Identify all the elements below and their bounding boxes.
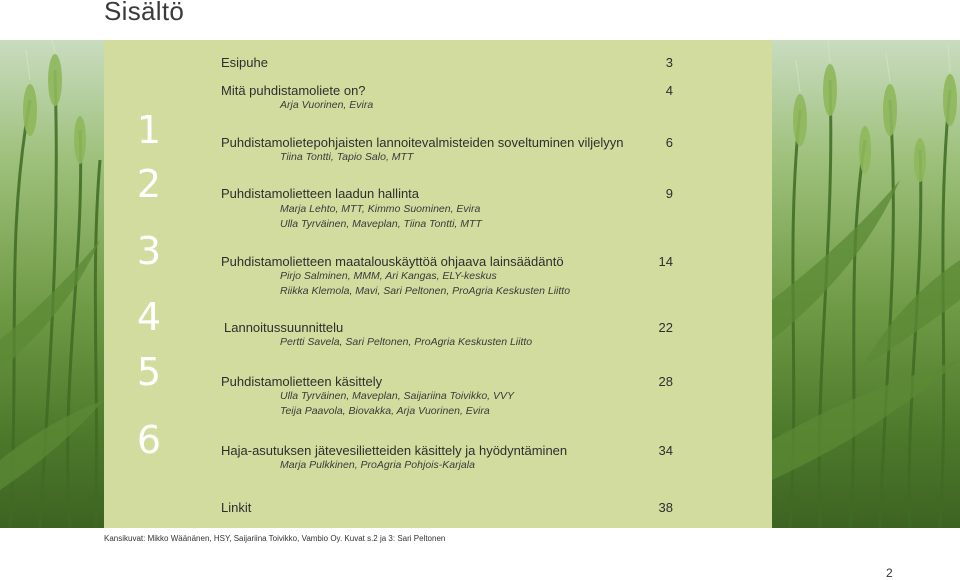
chapter-number: 3	[136, 229, 162, 273]
toc-entry-title: Puhdistamolietteen laadun hallinta	[221, 186, 420, 201]
chapter-number: 4	[136, 295, 162, 339]
toc-entry-page: 22	[658, 320, 673, 335]
toc-entry-page: 34	[658, 443, 673, 458]
toc-entry-title: Haja-asutuksen jätevesilietteiden käsittely ja hyödyntäminen	[221, 443, 568, 458]
toc-entry-authors: Tiina Tontti, Tapio Salo, MTT	[280, 151, 414, 163]
toc-entry-title: Esipuhe	[221, 55, 268, 70]
toc-entry-page: 28	[658, 374, 673, 389]
toc-entry-title: Lannoitussuunnittelu	[224, 320, 344, 335]
toc-entry-authors: Arja Vuorinen, Evira	[280, 99, 374, 111]
toc-entry-page: 3	[665, 55, 673, 70]
toc-entry-page: 9	[665, 186, 673, 201]
toc-entry-authors: Marja Pulkkinen, ProAgria Pohjois-Karjala	[280, 459, 475, 471]
chapter-number: 2	[136, 162, 162, 206]
toc-entry-authors: Ulla Tyrväinen, Maveplan, Tiina Tontti, MTT	[280, 218, 482, 230]
toc-entry-authors: Pirjo Salminen, MMM, Ari Kangas, ELY-keskus	[280, 270, 497, 282]
toc-entry-title: Puhdistamolietteen maatalouskäyttöä ohjaava lainsäädäntö	[221, 254, 564, 269]
chapter-number: 5	[136, 350, 162, 394]
toc-entry-title: Linkit	[221, 500, 252, 515]
toc-entry-authors: Pertti Savela, Sari Peltonen, ProAgria Keskusten Liitto	[280, 336, 533, 348]
toc-entry-title: Puhdistamolietepohjaisten lannoitevalmisteiden soveltuminen viljelyyn	[221, 135, 624, 150]
toc-entry-page: 38	[658, 500, 673, 515]
toc-entry-authors: Ulla Tyrväinen, Maveplan, Saijariina Toivikko, VVY	[280, 390, 515, 402]
toc-entry-page: 6	[665, 135, 673, 150]
toc-entry-authors: Teija Paavola, Biovakka, Arja Vuorinen, Evira	[280, 405, 490, 417]
page-title: Sisältö	[104, 0, 185, 26]
image-credits: Kansikuvat: Mikko Wäänänen, HSY, Saijariina Toivikko, Vambio Oy. Kuvat s.2 ja 3: Sari Peltonen	[104, 534, 446, 543]
toc-entry-page: 14	[658, 254, 673, 269]
toc-entry-authors: Riikka Klemola, Mavi, Sari Peltonen, ProAgria Keskusten Liitto	[280, 285, 571, 297]
toc-entry-title: Puhdistamolietteen käsittely	[221, 374, 383, 389]
toc-entry-page: 4	[665, 83, 673, 98]
toc-entry-authors: Marja Lehto, MTT, Kimmo Suominen, Evira	[280, 203, 481, 215]
page-number: 2	[886, 566, 893, 580]
chapter-number: 1	[136, 108, 162, 152]
toc-entry-title: Mitä puhdistamoliete on?	[221, 83, 366, 98]
chapter-number: 6	[136, 418, 162, 462]
